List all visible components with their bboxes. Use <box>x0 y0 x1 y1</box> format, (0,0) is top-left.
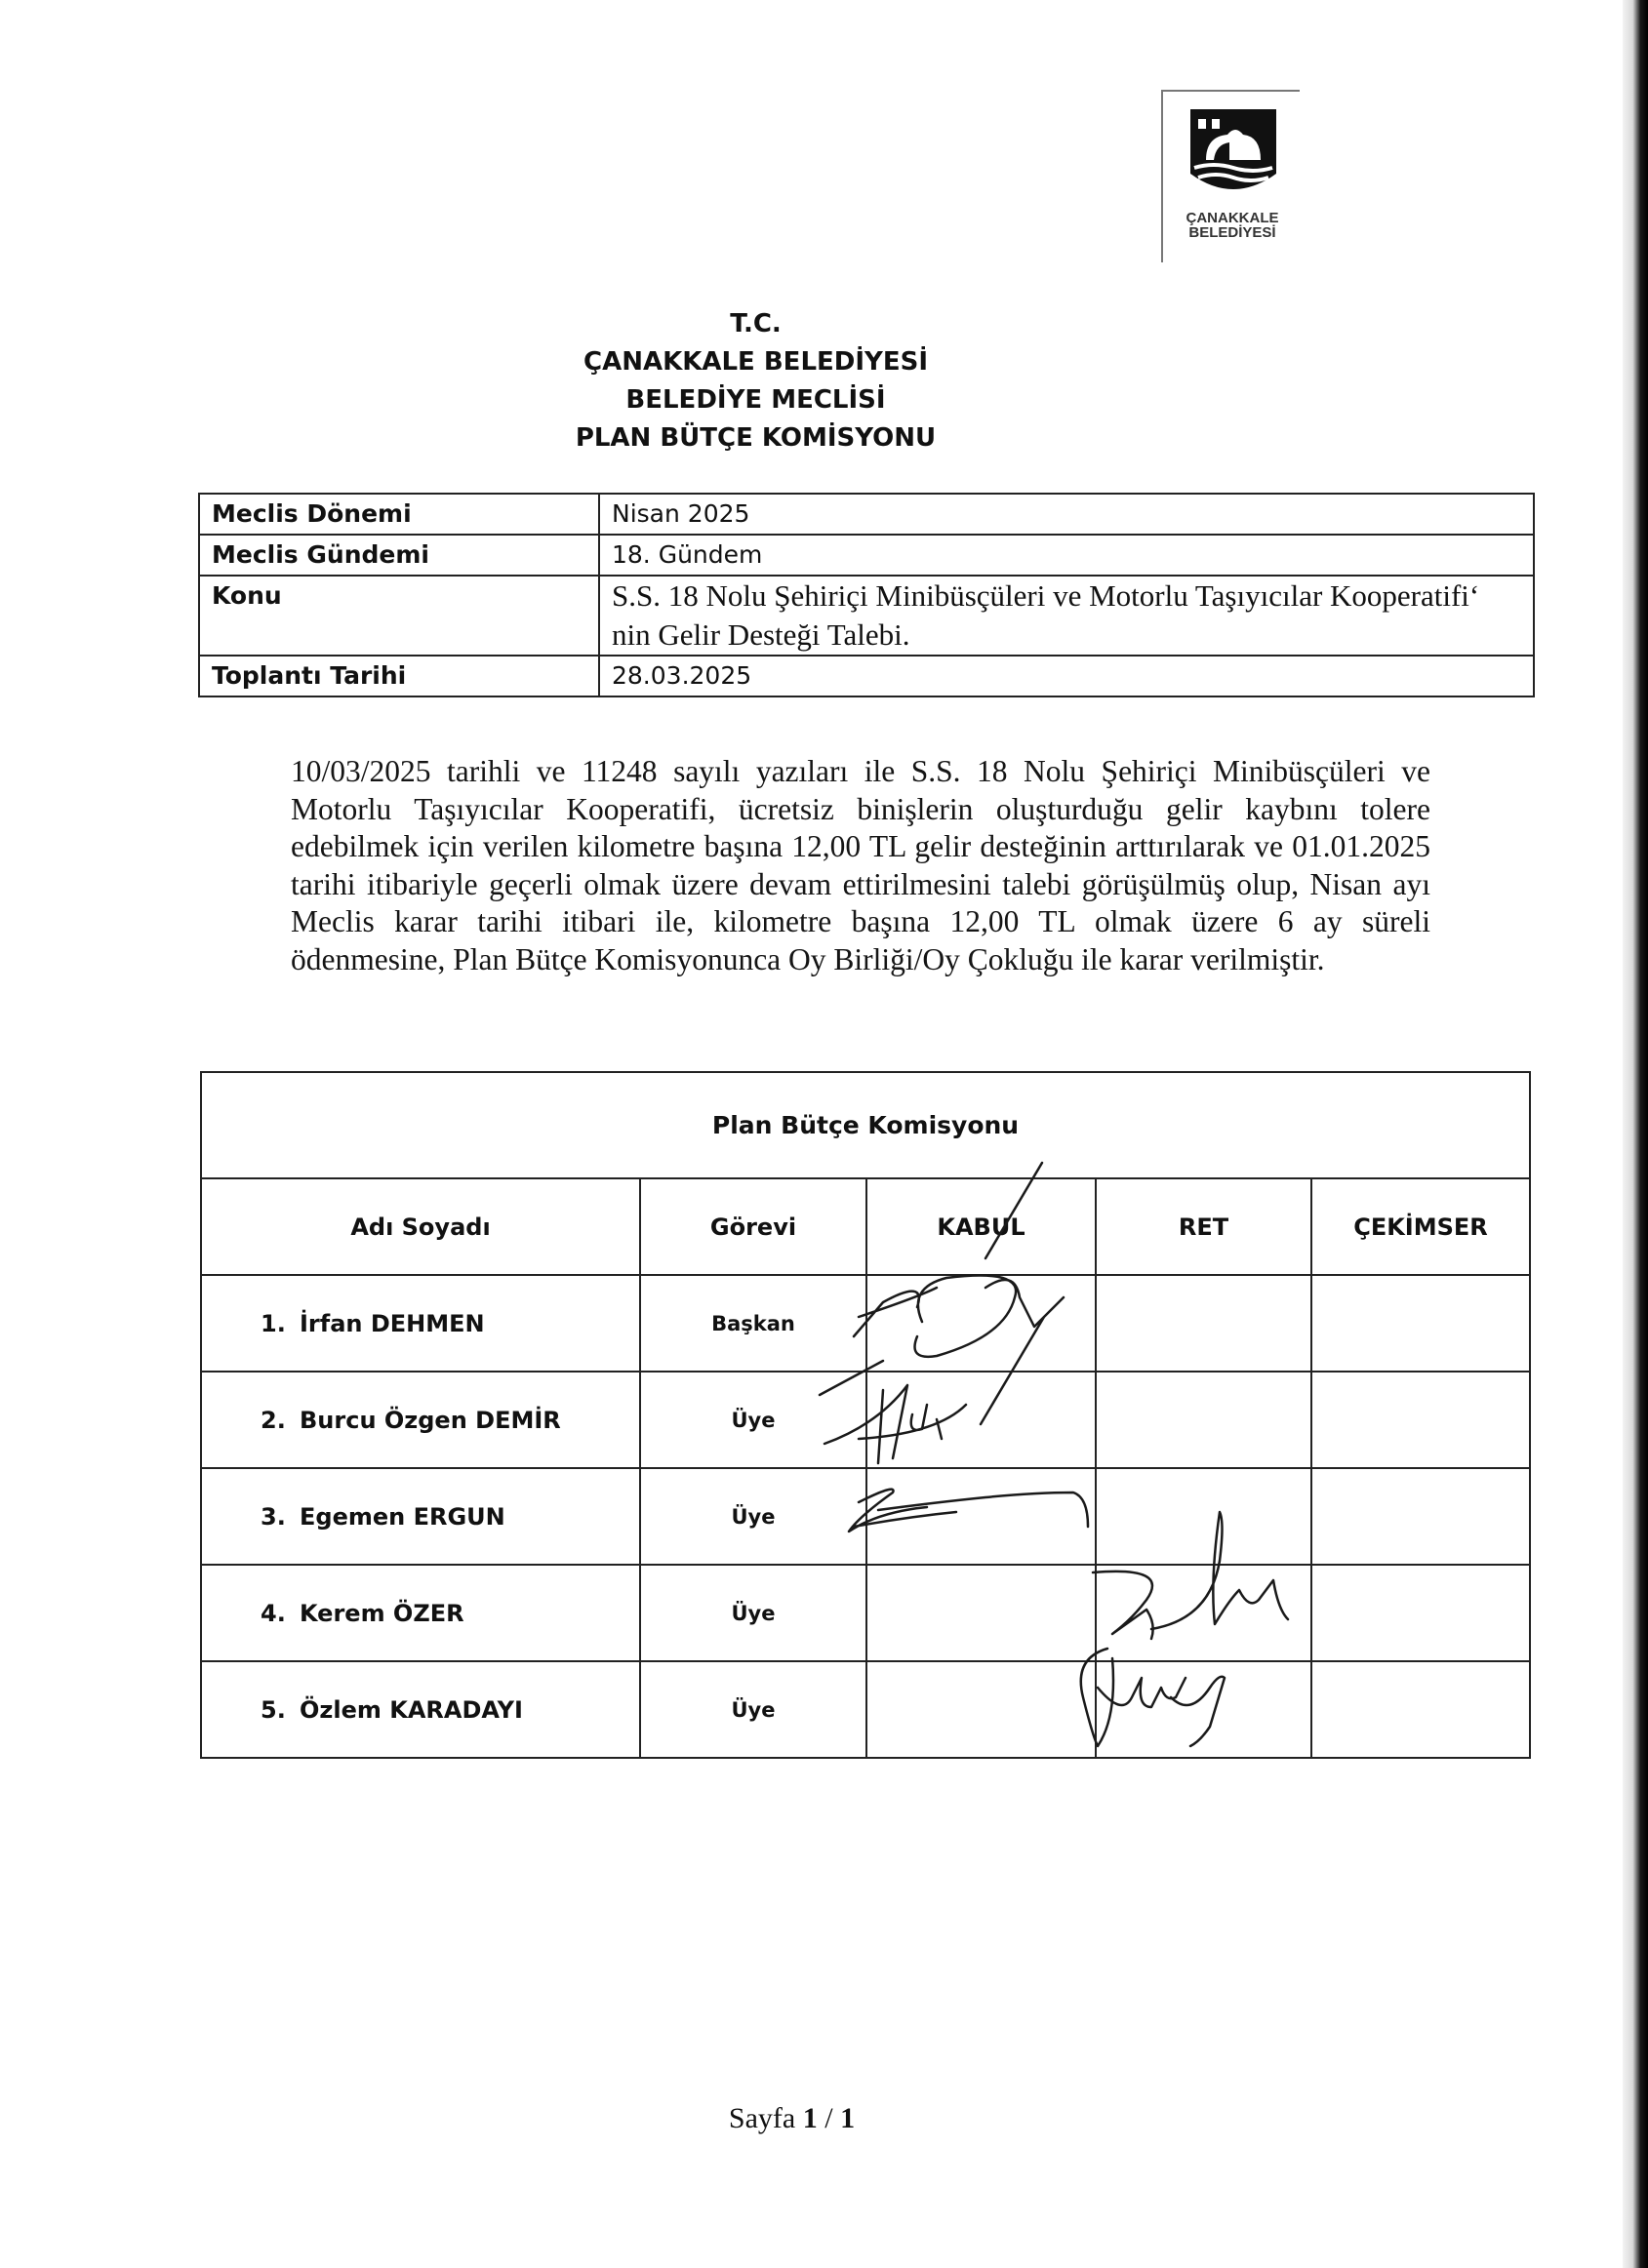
member-role: Üye <box>640 1565 866 1661</box>
abstain-cell <box>1311 1565 1530 1661</box>
abstain-cell <box>1311 1372 1530 1468</box>
member-role: Üye <box>640 1468 866 1565</box>
castle-emblem-icon <box>1185 105 1282 205</box>
info-label: Toplantı Tarihi <box>199 656 599 696</box>
decision-paragraph: 10/03/2025 tarihli ve 11248 sayılı yazıları ile S.S. 18 Nolu Şehiriçi Minibüsçüleri ve Motorlu Taşıyıcılar Kooperatifi, ücretsiz binişlerin oluşturduğu gelir kaybını tolere edebilmek için verilen kilometre başına 12,00 TL gelir desteğinin arttırılarak ve 01.01.2025 tarihi itibariyle geçerli olmak üzere devam ettirilmesini talebi görüşülmüş olup, Nisan ayı Meclis karar tarihi itibari ile, kilometre başına 12,00 TL olmak üzere 6 ay süreli ödenmesine, Plan Bütçe Komisyonunca Oy Birliği/Oy Çokluğu ile karar verilmiştir. <box>291 754 1430 976</box>
col-header-name: Adı Soyadı <box>201 1178 640 1275</box>
info-value: 28.03.2025 <box>599 656 1534 696</box>
document-header <box>0 305 1648 458</box>
page-number: Sayfa 1 / 1 <box>728 2102 856 2134</box>
commission-title: Plan Bütçe Komisyonu <box>201 1072 1530 1178</box>
member-name: 4. Kerem ÖZER <box>201 1565 640 1661</box>
reject-cell <box>1096 1565 1311 1661</box>
reject-cell <box>1096 1661 1311 1758</box>
info-row <box>199 535 1534 576</box>
municipality-logo <box>1161 90 1300 262</box>
abstain-cell <box>1311 1468 1530 1565</box>
info-value: 18. Gündem <box>599 535 1534 576</box>
info-row <box>199 494 1534 535</box>
info-label: Meclis Gündemi <box>199 535 599 576</box>
header-line-council: BELEDİYE MECLİSİ <box>625 385 886 415</box>
member-name: 1. İrfan DEHMEN <box>201 1275 640 1372</box>
header-line-tc: T.C. <box>730 309 782 338</box>
member-row <box>201 1275 1530 1372</box>
member-row <box>201 1468 1530 1565</box>
member-row <box>201 1661 1530 1758</box>
info-row <box>199 656 1534 696</box>
reject-cell <box>1096 1275 1311 1372</box>
member-name: 3. Egemen ERGUN <box>201 1468 640 1565</box>
accept-cell <box>866 1565 1096 1661</box>
col-header-abstain: ÇEKİMSER <box>1311 1178 1530 1275</box>
info-label: Meclis Dönemi <box>199 494 599 535</box>
header-line-commission: PLAN BÜTÇE KOMİSYONU <box>575 423 937 453</box>
meeting-info-table <box>198 493 1535 697</box>
info-value: Nisan 2025 <box>599 494 1534 535</box>
reject-cell <box>1096 1468 1311 1565</box>
header-line-municipality: ÇANAKKALE BELEDİYESİ <box>583 347 929 377</box>
reject-cell <box>1096 1372 1311 1468</box>
accept-cell <box>866 1468 1096 1565</box>
info-value: S.S. 18 Nolu Şehiriçi Minibüsçüleri ve Motorlu Taşıyıcılar Kooperatifi‘ nin Gelir Desteği Talebi. <box>599 576 1534 656</box>
col-header-role: Görevi <box>640 1178 866 1275</box>
accept-cell <box>866 1661 1096 1758</box>
member-row <box>201 1565 1530 1661</box>
page-footer <box>0 2102 1648 2135</box>
member-row <box>201 1372 1530 1468</box>
member-role: Üye <box>640 1661 866 1758</box>
commission-vote-table <box>200 1071 1531 1759</box>
member-role: Üye <box>640 1372 866 1468</box>
col-header-accept: KABUL <box>866 1178 1096 1275</box>
info-row <box>199 576 1534 656</box>
member-name: 5. Özlem KARADAYI <box>201 1661 640 1758</box>
col-header-reject: RET <box>1096 1178 1311 1275</box>
accept-cell <box>866 1275 1096 1372</box>
abstain-cell <box>1311 1661 1530 1758</box>
member-role: Başkan <box>640 1275 866 1372</box>
abstain-cell <box>1311 1275 1530 1372</box>
logo-text: ÇANAKKALE BELEDİYESİ <box>1186 210 1279 241</box>
member-name: 2. Burcu Özgen DEMİR <box>201 1372 640 1468</box>
accept-cell <box>866 1372 1096 1468</box>
info-label: Konu <box>199 576 599 656</box>
